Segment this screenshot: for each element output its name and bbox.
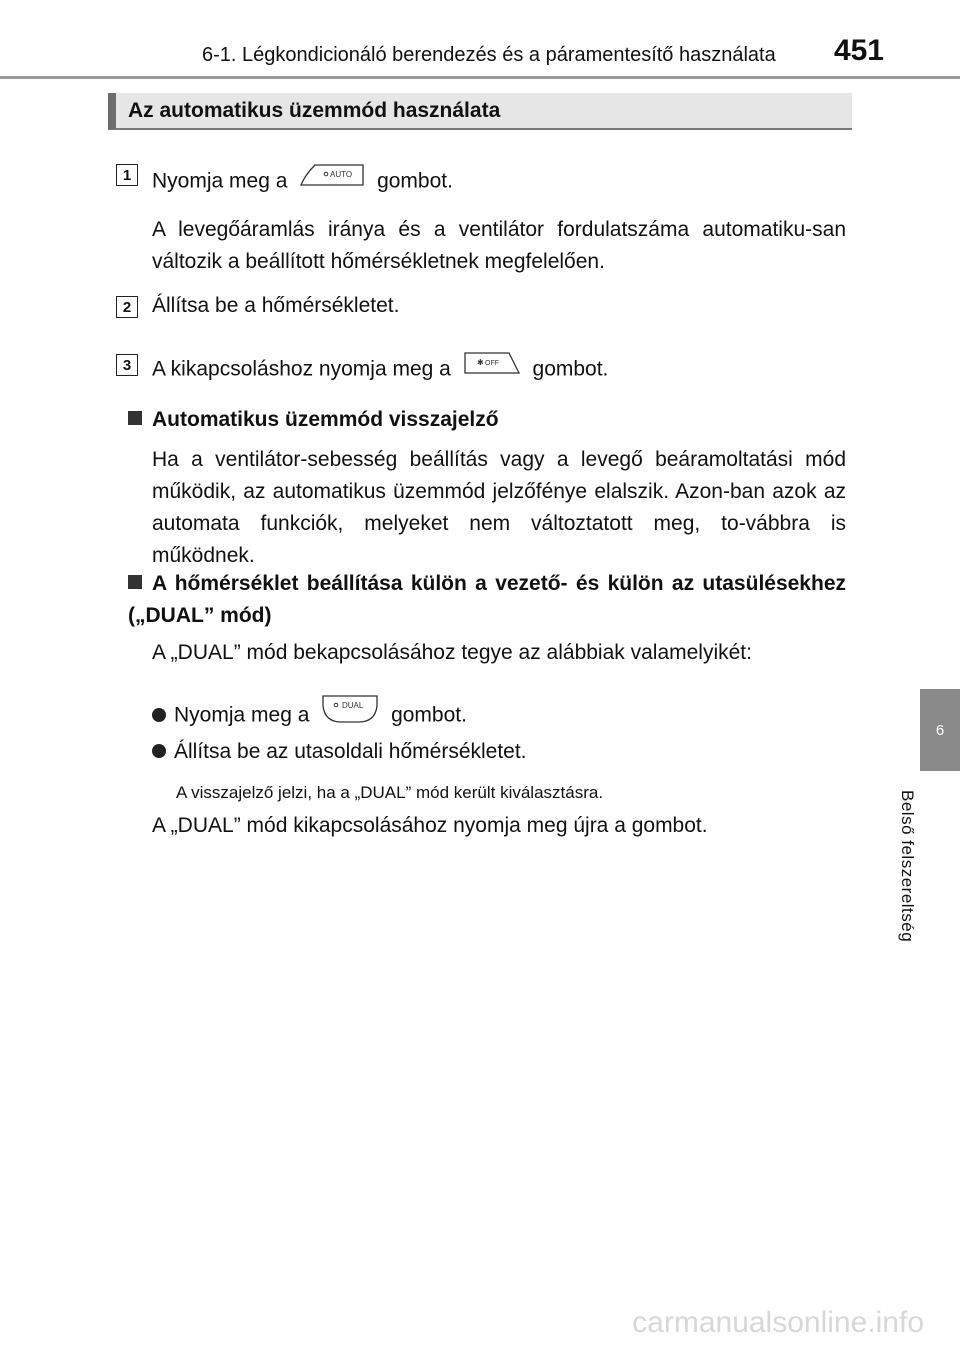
- chapter-tab-number: 6: [935, 721, 945, 739]
- svg-text:✱: ✱: [476, 358, 484, 367]
- round-bullet-icon: [152, 744, 166, 758]
- step-badge-2: 2: [116, 296, 138, 318]
- chapter-side-label: Belső felszereltség: [898, 790, 917, 943]
- dual-bullet-2: Állítsa be az utasoldali hőmérsékletet.: [152, 736, 527, 768]
- svg-text:AUTO: AUTO: [330, 170, 353, 179]
- page-number: 451: [833, 34, 884, 67]
- auto-button-icon: [297, 161, 367, 199]
- round-bullet-icon: [152, 708, 166, 722]
- dual-bullet-1: Nyomja meg a DUAL gombot.: [152, 694, 467, 738]
- header-rule: [0, 76, 960, 79]
- dual-outro: A „DUAL” mód kikapcsolásához nyomja meg újra a gombot.: [152, 814, 708, 837]
- off-button-icon: [461, 349, 523, 387]
- page-header-title: 6-1. Légkondicionáló berendezés és a páramentesítő használata: [202, 44, 776, 66]
- square-bullet-icon: [128, 575, 142, 589]
- step-2-text: Állítsa be a hőmérsékletet.: [152, 294, 400, 317]
- svg-text:DUAL: DUAL: [342, 701, 364, 710]
- step-3-text: A kikapcsoláshoz nyomja meg a ✱ OFF gombot.: [152, 351, 608, 389]
- watermark: carmanualsonline.info: [632, 1306, 924, 1339]
- chapter-tab[interactable]: [920, 689, 960, 771]
- step-badge-3: 3: [116, 354, 138, 376]
- auto-indicator-body: Ha a ventilátor-sebesség beállítás vagy a levegő beáramoltatási mód működik, az automatikus üzemmód jelzőfénye elalszik. Azon-ban azok az automata funkciók, melyeket nem változtatott meg, to-vábbra is működnek.: [152, 448, 846, 567]
- step-1-text: Nyomja meg a AUTO gombot.: [152, 163, 453, 201]
- dual-intro: A „DUAL” mód bekapcsolásához tegye az alábbiak valamelyikét:: [152, 641, 752, 664]
- square-bullet-icon: [128, 411, 142, 425]
- step-badge-1: 1: [116, 164, 138, 186]
- step-1-note: A levegőáramlás iránya és a ventilátor fordulatszáma automatiku-san változik a beállított hőmérsékletnek megfelelően.: [152, 218, 846, 273]
- dual-heading: A hőmérséklet beállítása külön a vezető- és külön az utasülésekhez („DUAL” mód): [128, 572, 846, 627]
- auto-indicator-heading: Automatikus üzemmód visszajelző: [128, 404, 846, 436]
- section-title: Az automatikus üzemmód használata: [128, 98, 501, 122]
- dual-note: A visszajelző jelzi, ha a „DUAL” mód került kiválasztásra.: [176, 783, 604, 802]
- section-title-bar: [108, 93, 852, 130]
- dual-button-icon: [319, 692, 381, 736]
- svg-text:OFF: OFF: [484, 360, 499, 367]
